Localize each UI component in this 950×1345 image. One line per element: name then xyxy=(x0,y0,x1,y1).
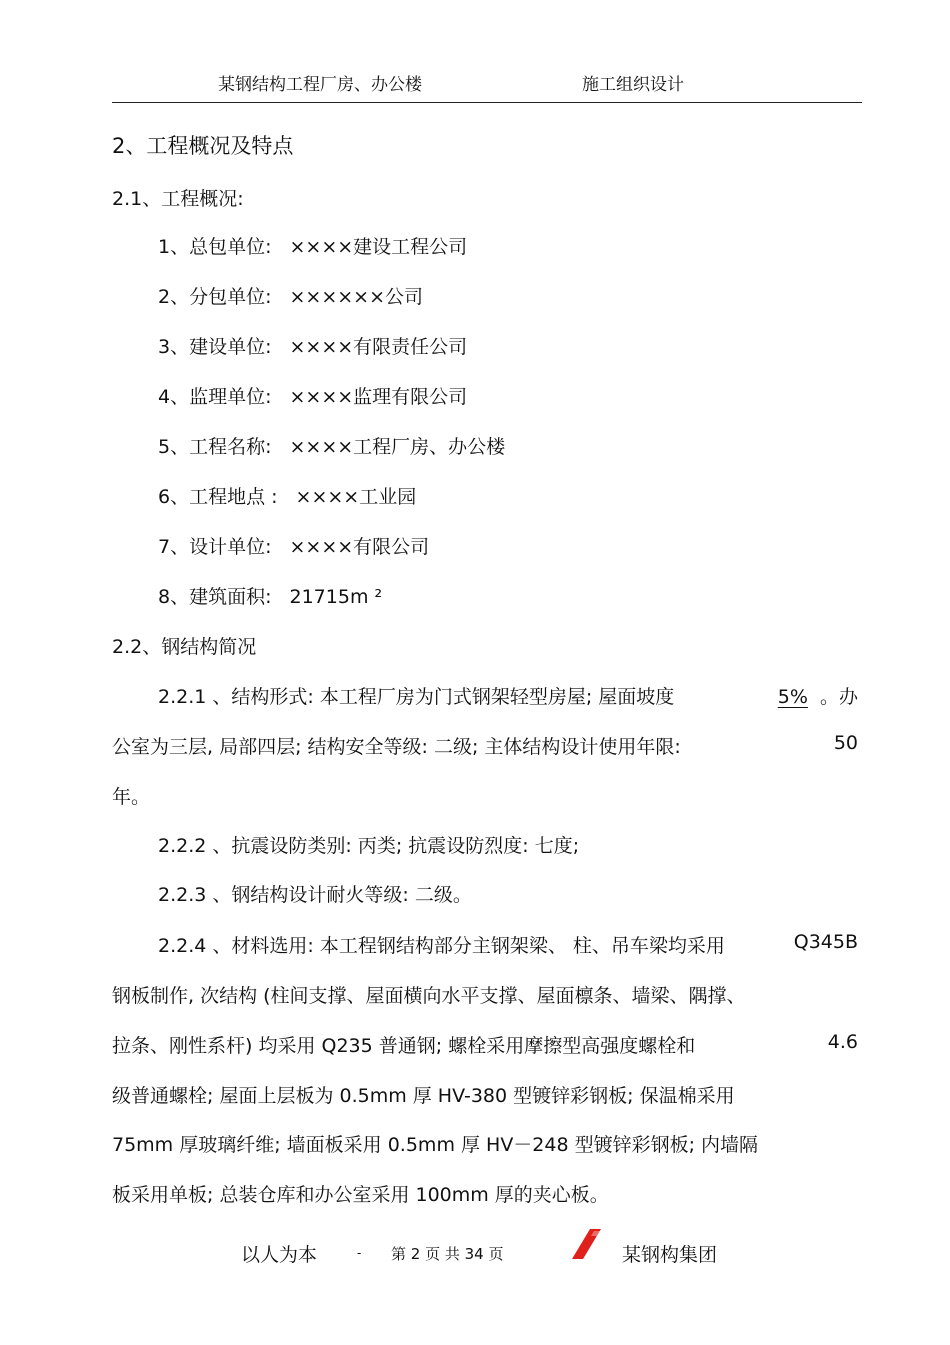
info-item-value: ××××工程厂房、办公楼 xyxy=(289,436,506,458)
paragraph-2-2-4-line1 xyxy=(158,931,858,958)
section-title: 2、工程概况及特点 xyxy=(112,134,294,158)
header-divider xyxy=(112,102,862,103)
info-item xyxy=(158,432,505,459)
info-item xyxy=(158,532,429,559)
paragraph-2-2-4-line6: 板采用单板; 总装仓库和办公室采用 100mm 厚的夹心板。 xyxy=(112,1184,609,1206)
info-item xyxy=(158,582,382,609)
paragraph-2-2-2: 2.2.2 、抗震设防类别: 丙类; 抗震设防烈度: 七度; xyxy=(158,835,580,857)
footer-company-name: 某钢构集团 xyxy=(622,1244,718,1266)
info-item-label: 8、建筑面积: xyxy=(158,586,272,608)
para-text: 50 xyxy=(833,732,858,754)
para-text: 。办 xyxy=(819,686,858,708)
slope-value: 5% xyxy=(777,686,808,708)
info-item-label: 4、监理单位: xyxy=(158,386,272,408)
footer-motto: 以人为本 xyxy=(241,1244,318,1266)
paragraph-2-2-3: 2.2.3 、钢结构设计耐火等级: 二级。 xyxy=(158,884,472,906)
para-text: 公室为三层, 局部四层; 结构安全等级: 二级; 主体结构设计使用年限: xyxy=(112,736,681,758)
paragraph-2-2-4-line4: 级普通螺栓; 屋面上层板为 0.5mm 厚 HV-380 型镀锌彩钢板; 保温棉采用 xyxy=(112,1085,735,1107)
info-item xyxy=(158,382,467,409)
footer-dash: - xyxy=(357,1246,362,1260)
info-item-label: 7、设计单位: xyxy=(158,536,272,558)
paragraph-2-2-1-line3: 年。 xyxy=(112,786,151,808)
info-item-value: ××××有限责任公司 xyxy=(289,336,468,358)
info-item xyxy=(158,482,416,509)
info-item-value: 21715m ² xyxy=(289,586,383,608)
info-item-label: 3、建设单位: xyxy=(158,336,272,358)
page-number: 第 2 页 共 34 页 xyxy=(391,1245,504,1263)
info-item-value: ××××××公司 xyxy=(289,286,424,308)
info-item-value: ××××建设工程公司 xyxy=(289,236,468,258)
subsection-title-steel: 2.2、钢结构简况 xyxy=(112,636,257,658)
info-item-value: ××××工业园 xyxy=(295,486,417,508)
info-item-label: 1、总包单位: xyxy=(158,236,272,258)
info-item-value: ××××有限公司 xyxy=(289,536,430,558)
para-text: 2.2.4 、材料选用: 本工程钢结构部分主钢架梁、 柱、吊车梁均采用 xyxy=(158,935,725,957)
info-item-label: 6、工程地点 : xyxy=(158,486,278,508)
para-text: 2.2.1 、结构形式: 本工程厂房为门式钢架轻型房屋; 屋面坡度 xyxy=(158,686,675,708)
header-project-title: 某钢结构工程厂房、办公楼 xyxy=(218,75,422,95)
info-item xyxy=(158,282,423,309)
para-text: 拉条、刚性系杆) 均采用 Q235 普通钢; 螺栓采用摩擦型高强度螺栓和 xyxy=(112,1035,696,1057)
slope-value-group xyxy=(778,682,858,709)
paragraph-2-2-4-line2: 钢板制作, 次结构 (柱间支撑、屋面横向水平支撑、屋面檩条、墙梁、隅撑、 xyxy=(112,985,746,1007)
info-item xyxy=(158,332,467,359)
paragraph-2-2-4-line5: 75mm 厚玻璃纤维; 墙面板采用 0.5mm 厚 HV－248 型镀锌彩钢板; 内墙隔 xyxy=(112,1134,759,1156)
para-text: 4.6 xyxy=(827,1031,858,1053)
para-text: Q345B xyxy=(793,931,858,953)
info-item-label: 2、分包单位: xyxy=(158,286,272,308)
info-item xyxy=(158,232,467,259)
company-logo-icon xyxy=(570,1229,604,1263)
header-doc-type: 施工组织设计 xyxy=(582,75,684,95)
info-item-label: 5、工程名称: xyxy=(158,436,272,458)
subsection-title-overview: 2.1、工程概况: xyxy=(112,188,244,210)
paragraph-2-2-4-line3 xyxy=(112,1031,858,1058)
paragraph-2-2-1-line1 xyxy=(158,682,858,709)
paragraph-2-2-1-line2 xyxy=(112,732,858,759)
info-item-value: ××××监理有限公司 xyxy=(289,386,468,408)
